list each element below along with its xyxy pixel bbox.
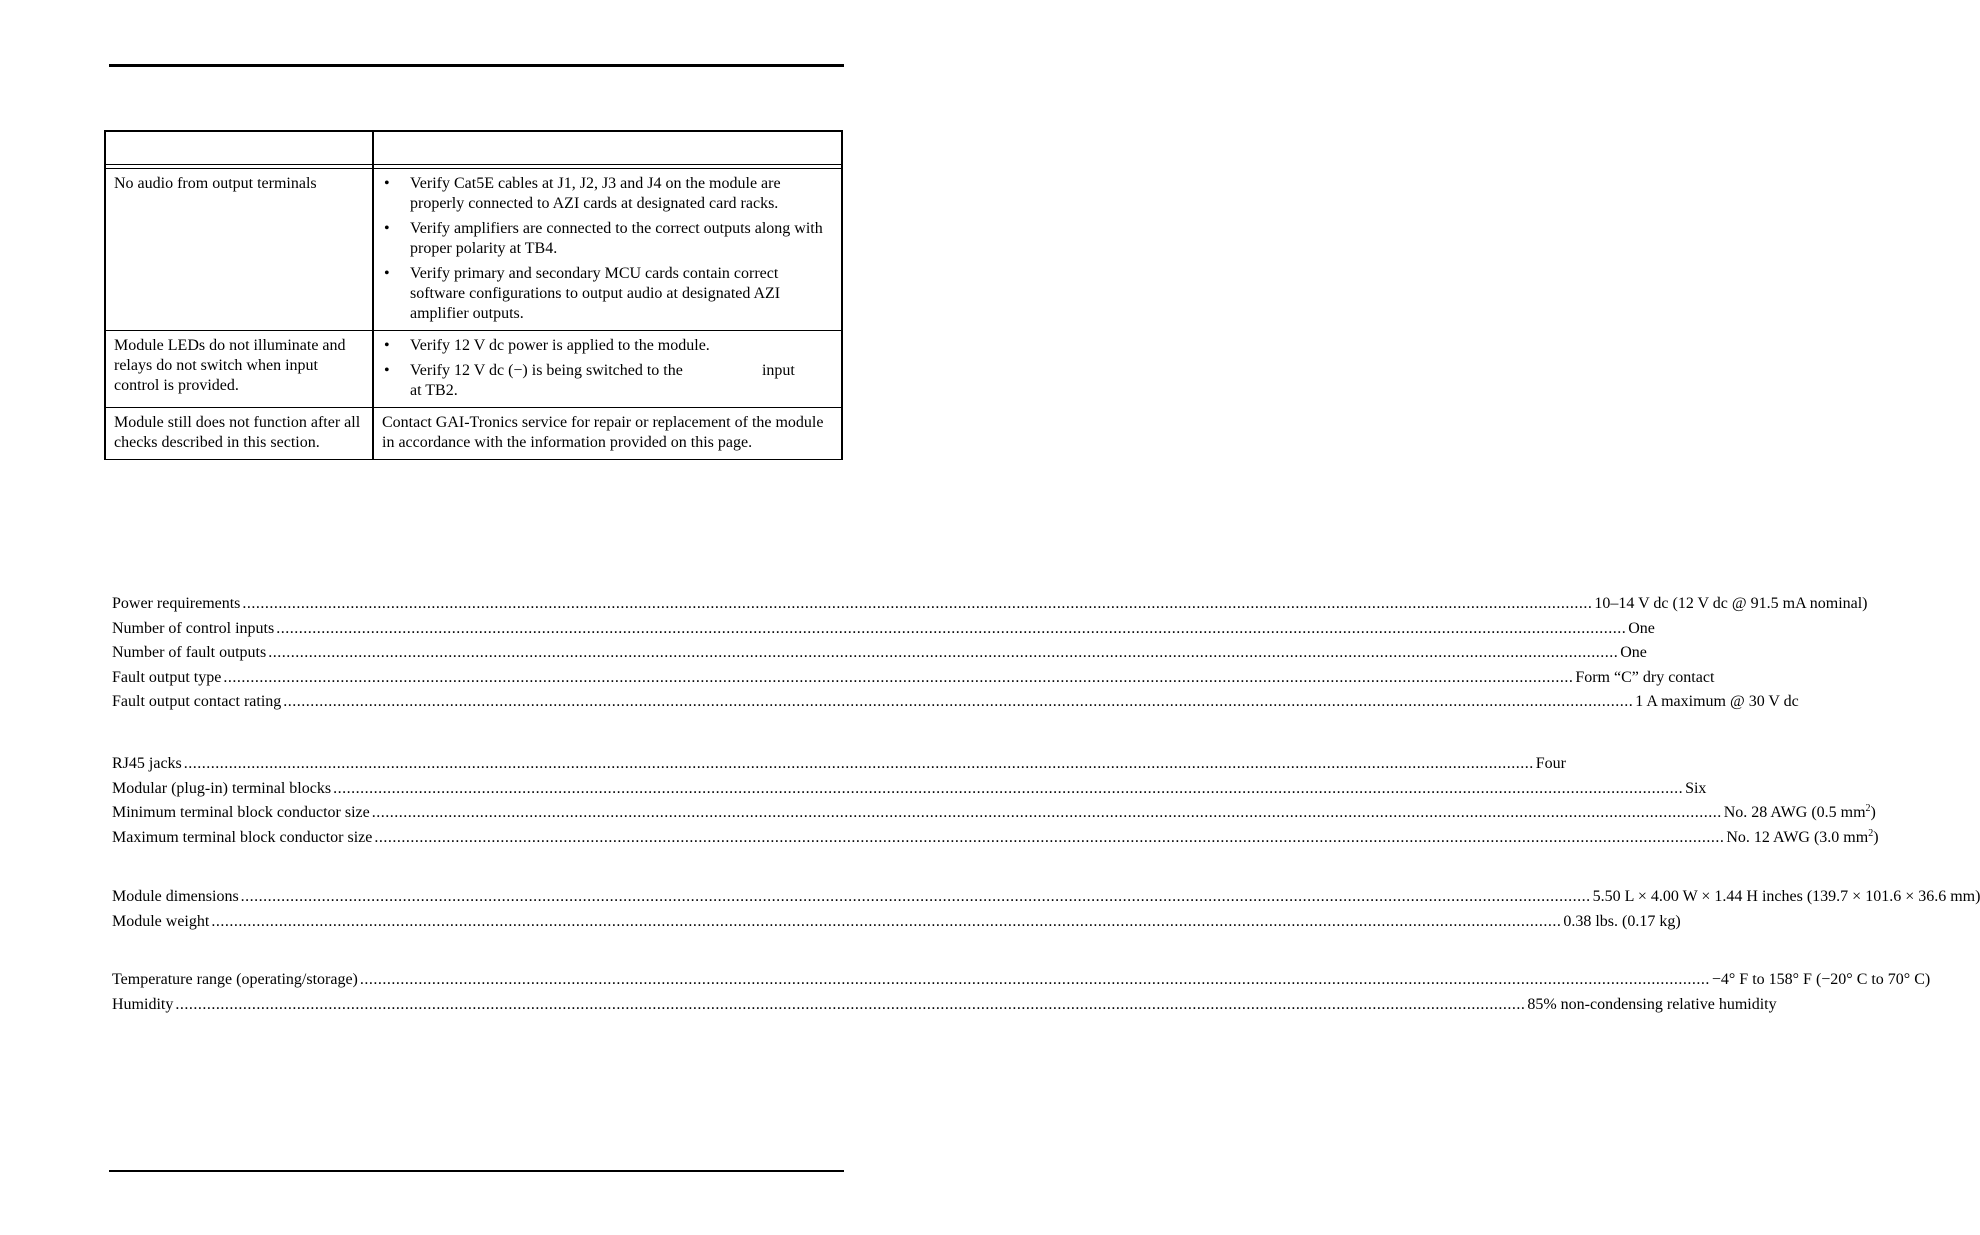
solution-cell [373,331,842,408]
spec-label: Module weight [112,912,210,930]
footer-rule [109,1170,844,1172]
spec-label: Power requirements [112,595,241,612]
spec-group-environmental [112,970,1931,1019]
solution-text-tail: at TB2. [410,382,458,399]
problem-text: No audio from output terminals [114,175,317,192]
spec-label: Modular (plug-in) terminal blocks [112,779,332,797]
list-item [382,361,833,401]
spec-value: 85% non-condensing relative humidity [1527,995,1777,1013]
spec-value: One [1628,619,1655,637]
spec-label: Module dimensions [112,888,239,905]
solution-text: Contact GAI-Tronics service for repair or replacement of the module in accordance with the information provided on this page. [382,414,824,451]
troubleshooting-table [104,130,843,460]
problem-cell [105,408,373,460]
spec-row: Module dimensions ............................................................................................................................................................................................................................................................................................................ 5.50 L × 4.00 W × 1.44 H inches (139.7 × 101.6 × 36.6 mm) [112,888,1980,905]
spec-row: Minimum terminal block conductor size ............................................................................................................................................................................................................................................................................................................ No. 28 AWG (0.5 $mm^2$) [112,803,1876,822]
header-cell-solution [373,131,842,165]
solution-list [382,174,833,324]
spec-row: Number of fault outputs ............................................................................................................................................................................................................................................................................................................ One [112,644,1647,662]
spec-value: 0.38 lbs. (0.17 kg) [1563,912,1681,930]
table-row [105,408,842,460]
spec-row: Number of control inputs ............................................................................................................................................................................................................................................................................................................ One [112,619,1655,637]
solution-list [382,336,833,401]
spec-row: Temperature range (operating/storage) ............................................................................................................................................................................................................................................................................................................ −4° F to 158° F (−20° C to 70° C) [112,971,1931,988]
table-row [105,331,842,408]
spec-label: Number of control inputs [112,619,275,637]
spec-value: Four [1535,755,1567,772]
table-row [105,169,842,331]
spec-group-electrical [112,594,1868,717]
spec-row: Fault output contact rating ............................................................................................................................................................................................................................................................................................................ 1 A maximum @ 30 V dc [112,693,1799,711]
spec-value: 5.50 L × 4.00 W × 1.44 H inches (139.7 × 101.6 × 36.6 mm) [1592,888,1980,905]
spec-group-mechanical [112,887,1980,936]
spec-value: Form “C” dry contact [1575,668,1715,686]
problem-text: Module LEDs do not illuminate and relays do not switch when input control is provided. [114,337,346,394]
spec-value: 10–14 V dc (12 V dc @ 91.5 mA nominal) [1594,595,1868,612]
spec-row: Power requirements ............................................................................................................................................................................................................................................................................................................ 10–14 V dc (12 V dc @ 91.5 mA nominal) [112,595,1868,612]
list-item: • Verify 12 V dc power is applied to the module. [382,336,833,356]
solution-cell [373,408,842,460]
header-cell-problem [105,131,373,165]
spec-label: Temperature range (operating/storage) [112,971,358,988]
spec-row: Maximum terminal block conductor size ............................................................................................................................................................................................................................................................................................................ No. 12 AWG (3.0 $mm^2$) [112,827,1879,846]
spec-row: Humidity ............................................................................................................................................................................................................................................................................................................ 85% non-condensing relative humidity [112,995,1777,1013]
spec-label: Fault output contact rating [112,693,282,711]
table-header-row [105,131,842,165]
header-rule [109,64,844,67]
problem-cell [105,331,373,408]
list-item: • Verify amplifiers are connected to the correct outputs along with proper polarity at TB4. [382,219,833,259]
spec-row: Module weight ............................................................................................................................................................................................................................................................................................................ 0.38 lbs. (0.17 kg) [112,912,1681,930]
spec-value: 1 A maximum @ 30 V dc [1635,693,1799,711]
spec-value: Six [1685,779,1707,797]
spec-label: Maximum terminal block conductor size [112,828,373,846]
spec-label: RJ45 jacks [112,755,182,772]
spec-label: Number of fault outputs [112,644,267,662]
spec-row: RJ45 jacks ............................................................................................................................................................................................................................................................................................................ Four [112,755,1567,772]
problem-cell [105,169,373,331]
spec-label: Fault output type [112,668,222,686]
list-item: • Verify primary and secondary MCU cards contain correct software configurations to output audio at designated AZI amplifier outputs. [382,264,833,324]
solution-text-end: input [761,362,795,379]
solution-cell [373,169,842,331]
spec-value: One [1620,644,1647,662]
spec-label: Humidity [112,995,174,1013]
spec-value: −4° F to 158° F (−20° C to 70° C) [1711,971,1931,988]
list-item: • Verify Cat5E cables at J1, J2, J3 and J4 on the module are properly connected to AZI cards at designated card racks. [382,174,833,214]
spec-group-connections [112,754,1879,852]
problem-text: Module still does not function after all checks described in this section. [114,414,361,451]
spec-value: No. 12 AWG (3.0 $mm^2$) [1726,827,1879,846]
solution-text: Verify 12 V dc (−) is being switched to the [410,362,683,379]
spec-label: Minimum terminal block conductor size [112,804,370,822]
spec-row: Modular (plug-in) terminal blocks ............................................................................................................................................................................................................................................................................................................ Six [112,779,1707,797]
spec-row: Fault output type ............................................................................................................................................................................................................................................................................................................ Form “C” dry contact [112,668,1715,686]
spec-value: No. 28 AWG (0.5 $mm^2$) [1723,803,1876,822]
